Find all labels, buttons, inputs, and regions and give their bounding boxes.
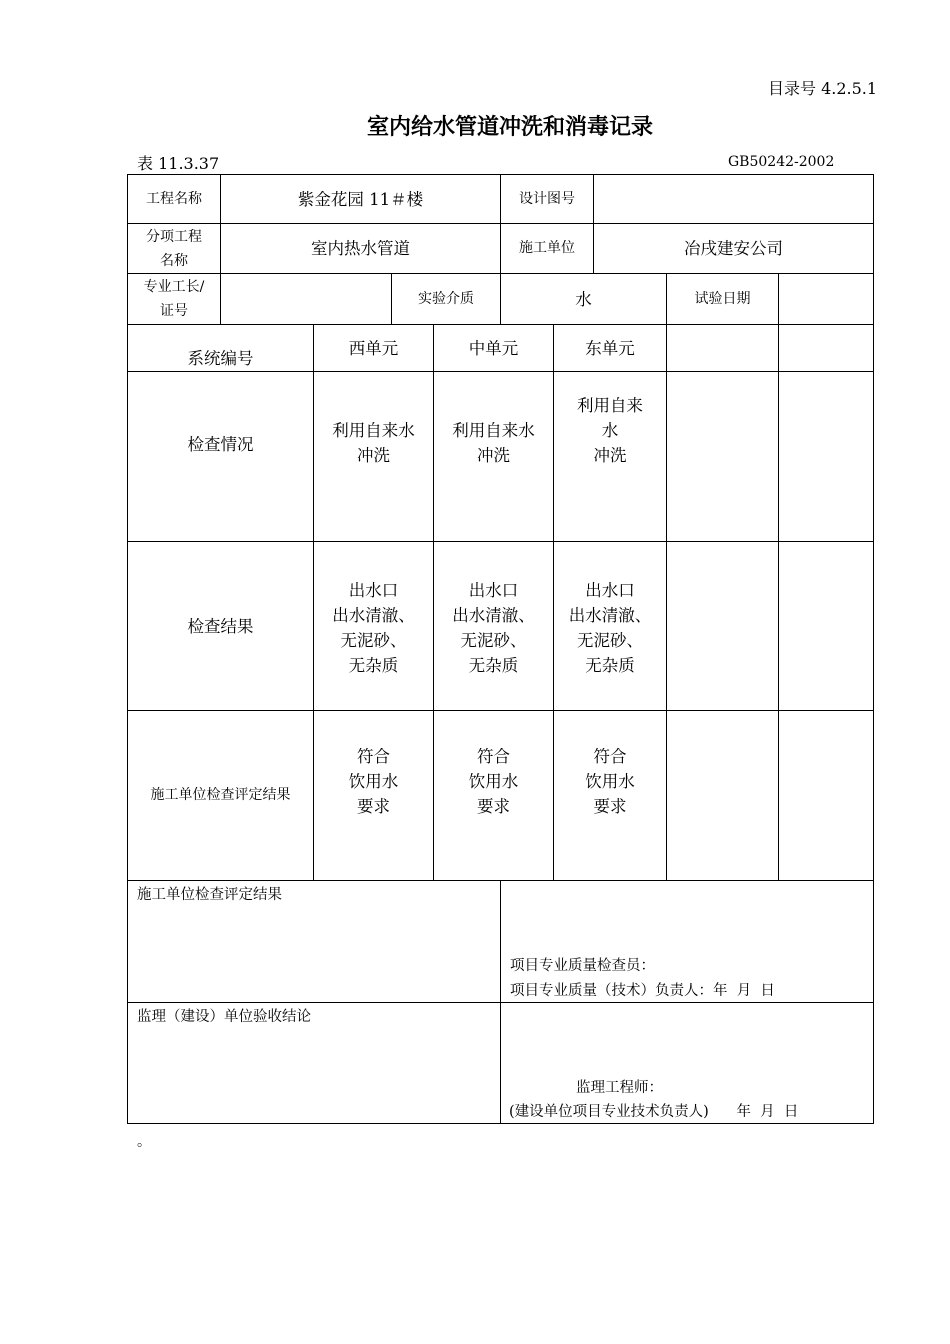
- eval-east-line1: 符合: [593, 746, 627, 766]
- eval-middle-line2: 饮用水: [468, 771, 519, 791]
- standard-code: GB50242-2002: [728, 154, 835, 170]
- result-east-line2: 出水清澈、: [568, 606, 652, 625]
- result-middle-line3: 无泥砂、: [460, 631, 527, 650]
- result-label: 检查结果: [187, 616, 254, 636]
- system-east: 东单元: [585, 338, 635, 358]
- result-middle: [434, 542, 553, 710]
- footnote: 。: [137, 1134, 151, 1150]
- contractor-label: 施工单位: [519, 240, 575, 256]
- inspection-west-line1: 利用自来水: [332, 420, 415, 440]
- sub-project-label: [128, 224, 220, 273]
- catalog-number: 目录号 4.2.5.1: [768, 79, 878, 98]
- foreman-label-line1: 专业工长/: [143, 279, 205, 295]
- inspection-middle-line1: 利用自来水: [452, 420, 535, 440]
- eval-label: 施工单位检查评定结果: [150, 787, 291, 803]
- eval-middle: [434, 711, 553, 880]
- result-west-line4: 无杂质: [348, 656, 399, 675]
- eval-west: [314, 711, 433, 880]
- eval-west-line2: 饮用水: [348, 771, 399, 791]
- medium-value: 水: [575, 289, 592, 309]
- sub-project-label-line1: 分项工程: [146, 228, 202, 245]
- eval-east-line3: 要求: [593, 796, 627, 816]
- system-extra-2: [779, 325, 873, 371]
- inspection-east-line1: 利用自来: [577, 395, 643, 415]
- supervisor-engineer-signature: 监理工程师：: [576, 1080, 663, 1096]
- result-middle-line2: 出水清澈、: [452, 606, 535, 625]
- result-east-line1: 出水口: [585, 581, 635, 600]
- result-middle-line1: 出水口: [468, 581, 519, 600]
- contractor-value: 冶戌建安公司: [684, 239, 783, 258]
- quality-responsible-signature: 项目专业质量（技术）负责人：年 月 日: [510, 983, 775, 999]
- contractor-section-label: 施工单位检查评定结果: [137, 887, 282, 903]
- system-extra-1: [667, 325, 778, 371]
- sub-project-value: 室内热水管道: [311, 239, 410, 258]
- result-east-line3: 无泥砂、: [577, 631, 643, 650]
- system-label: 系统编号: [187, 349, 254, 368]
- result-east-line4: 无杂质: [585, 656, 635, 675]
- quality-inspector-signature: 项目专业质量检查员：: [510, 958, 655, 974]
- test-date-label: 试验日期: [694, 290, 751, 307]
- result-west-line3: 无泥砂、: [340, 631, 407, 650]
- result-middle-line4: 无杂质: [468, 656, 519, 675]
- system-west: 西单元: [348, 338, 399, 358]
- eval-west-line3: 要求: [357, 796, 390, 816]
- test-date-value: [779, 274, 873, 324]
- result-west: [314, 542, 433, 710]
- project-name-value: 紫金花园 11＃楼: [297, 189, 424, 209]
- inspection-east-line2: 水: [601, 420, 619, 440]
- inspection-label: 检查情况: [187, 435, 254, 454]
- supervisor-section-label: 监理（建设）单位验收结论: [137, 1009, 311, 1025]
- foreman-value: [221, 274, 391, 324]
- document-title: 室内给水管道冲洗和消毒记录: [366, 115, 653, 140]
- inspection-east: [554, 372, 666, 541]
- drawing-no-value: [594, 175, 873, 223]
- eval-middle-line3: 要求: [477, 796, 510, 816]
- eval-east: [554, 711, 666, 880]
- eval-east-line2: 饮用水: [585, 771, 635, 791]
- drawing-no-label: 设计图号: [519, 190, 575, 207]
- system-middle: 中单元: [468, 338, 519, 358]
- result-west-line2: 出水清澈、: [332, 606, 415, 625]
- project-name-label: 工程名称: [146, 190, 202, 207]
- eval-middle-line1: 符合: [477, 746, 510, 766]
- result-east: [554, 542, 666, 710]
- inspection-east-line3: 冲洗: [593, 445, 627, 465]
- sub-project-label-line2: 名称: [160, 252, 188, 269]
- inspection-west: [314, 372, 433, 541]
- inspection-middle-line2: 冲洗: [477, 445, 510, 465]
- result-west-line1: 出水口: [348, 581, 399, 600]
- foreman-label: [128, 274, 220, 324]
- inspection-middle: [434, 372, 553, 541]
- medium-label: 实验介质: [418, 290, 474, 307]
- inspection-west-line2: 冲洗: [357, 445, 390, 465]
- table-code: 表 11.3.37: [137, 154, 220, 173]
- eval-west-line1: 符合: [357, 746, 390, 766]
- owner-responsible-signature: (建设单位项目专业技术负责人) 年 月 日: [509, 1104, 799, 1120]
- foreman-label-line2: 证号: [160, 303, 188, 319]
